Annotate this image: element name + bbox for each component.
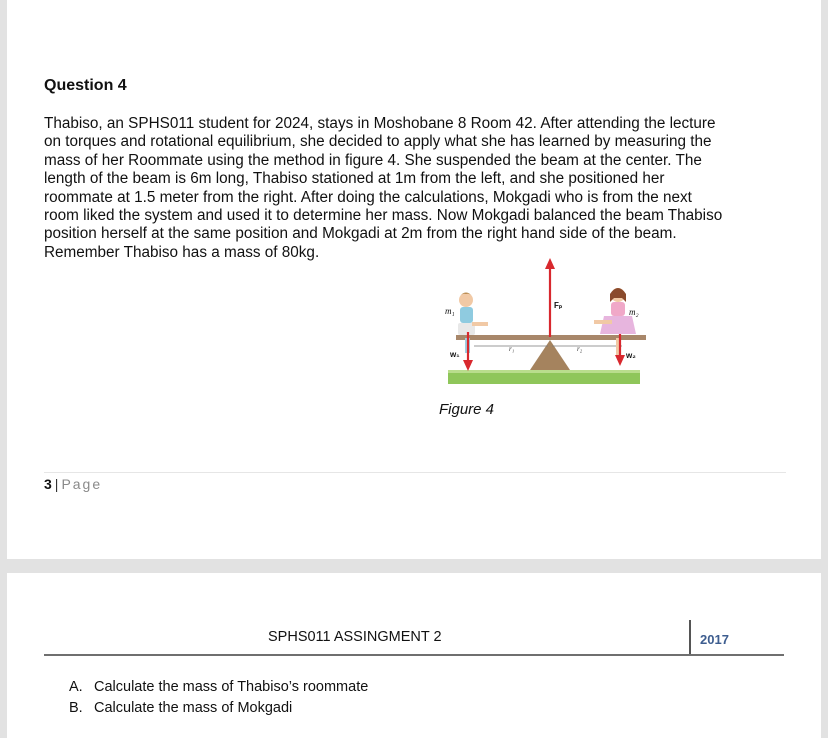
question-title: Question 4 xyxy=(44,77,127,94)
page-word: Page xyxy=(61,476,103,492)
task-letter: B. xyxy=(69,699,83,716)
grass-highlight xyxy=(448,370,640,373)
document-page-4 xyxy=(7,573,821,738)
w1-arrow-head xyxy=(463,360,473,371)
question-body: Thabiso, an SPHS011 student for 2024, stays in Moshobane 8 Room 42. After attending the lecture on torques and rotational equilibrium, she decided to apply what she has learned by measuring the mass of her Roommate using the method in figure 4. She suspended the beam at the center. The length of the beam is 6m long, Thabiso stationed at 1m from the left, and she positioned her roommate at 1.5 meter from the right. After doing the calculations, Mokgadi who is from the next room liked the system and used it to determine her mass. Now Mokgadi balanced the beam Thabiso position herself at the same position and Mokgadi at 2m from the right hand side of the beam. Remember Thabiso has a mass of 80kg. xyxy=(44,115,723,261)
header-year: 2017 xyxy=(700,632,729,647)
page-number-footer xyxy=(44,476,102,492)
label-w1: w₁ xyxy=(450,350,460,359)
page-separator: | xyxy=(54,476,59,492)
seesaw-illustration xyxy=(432,252,654,394)
w2-arrow-head xyxy=(615,355,625,366)
header-divider xyxy=(44,654,784,656)
task-item-b xyxy=(69,698,368,719)
label-w2: w₂ xyxy=(626,351,636,360)
document-page-3 xyxy=(7,0,821,559)
footer-divider xyxy=(44,472,786,473)
label-m2: m₂ xyxy=(629,307,639,317)
task-letter: A. xyxy=(69,679,83,695)
figure-caption: Figure 4 xyxy=(439,401,495,418)
label-r2: r₂ xyxy=(577,345,583,353)
grass-ground xyxy=(448,372,640,384)
label-r1: r₁ xyxy=(509,345,515,353)
fp-arrow-head xyxy=(545,258,555,269)
task-list xyxy=(69,677,368,718)
header-vertical-bar xyxy=(689,620,691,654)
label-m1: m₁ xyxy=(445,306,455,316)
header-title: SPHS011 ASSINGMENT 2 xyxy=(268,629,442,645)
label-fp: Fₚ xyxy=(554,301,563,310)
boy-figure xyxy=(458,293,488,354)
page-number: 3 xyxy=(44,476,52,492)
task-item-a xyxy=(69,677,368,698)
pivot-fulcrum xyxy=(530,340,570,370)
task-text: Calculate the mass of Mokgadi xyxy=(94,699,293,716)
seesaw-figure xyxy=(432,252,654,394)
task-text: Calculate the mass of Thabiso’s roommate xyxy=(94,679,369,695)
